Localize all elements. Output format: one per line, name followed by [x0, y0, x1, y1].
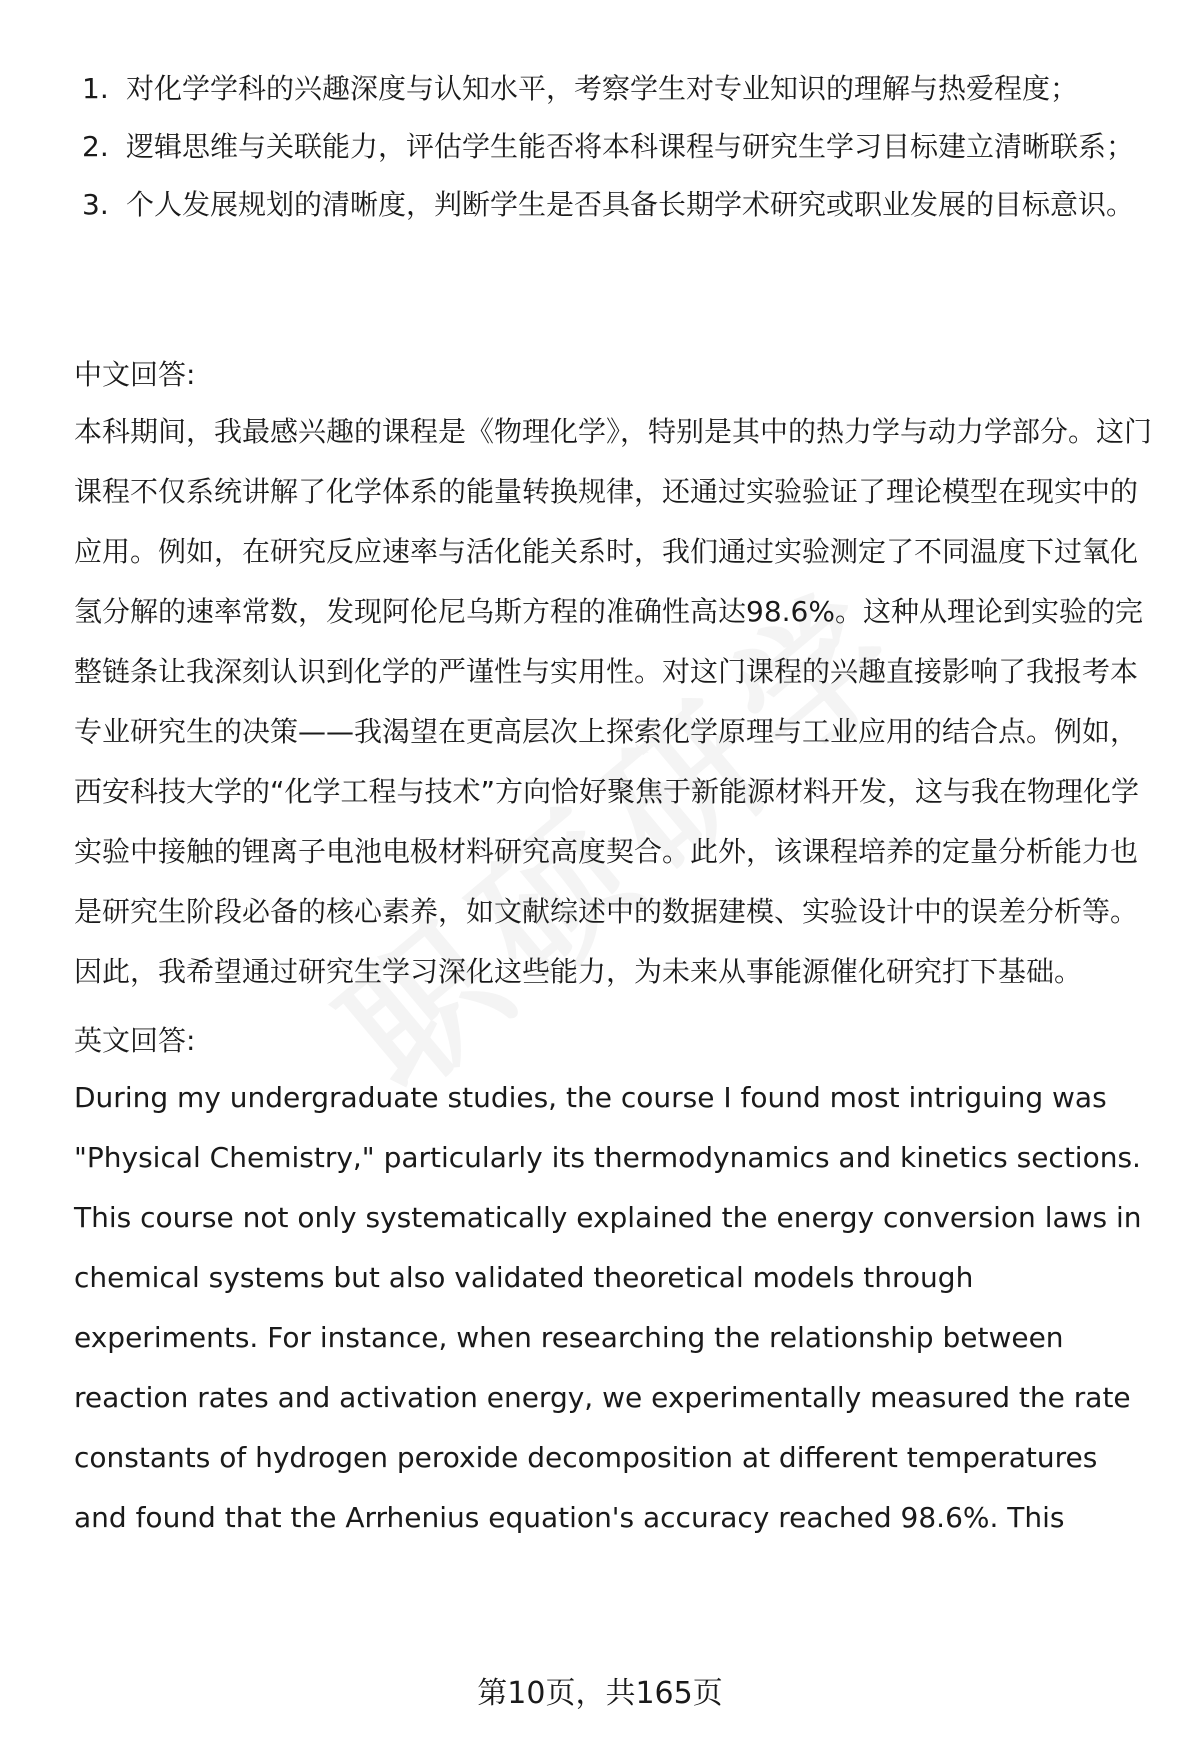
list-item	[74, 60, 1154, 118]
chinese-answer-text: 本科期间，我最感兴趣的课程是《物理化学》，特别是其中的热力学与动力学部分。这门课程不仅系统讲解了化学体系的能量转换规律，还通过实验验证了理论模型在现实中的应用。例如，在研究反应速率与活化能关系时，我们通过实验测定了不同温度下过氧化氢分解的速率常数，发现阿伦尼乌斯方程的准确性高达98.6%。这种从理论到实验的完整链条让我深刻认识到化学的严谨性与实用性。对这门课程的兴趣直接影响了我报考本专业研究生的决策——我渴望在更高层次上探索化学原理与工业应用的结合点。例如，西安科技大学的“化学工程与技术”方向恰好聚焦于新能源材料开发，这与我在物理化学实验中接触的锂离子电池电极材料研究高度契合。此外，该课程培养的定量分析能力也是研究生阶段必备的核心素养，如文献综述中的数据建模、实验设计中的误差分析等。因此，我希望通过研究生学习深化这些能力，为未来从事能源催化研究打下基础。	[74, 415, 1153, 988]
list-item	[74, 118, 1154, 176]
list-item-number: 1.	[82, 72, 109, 105]
list-item-number: 2.	[82, 130, 109, 163]
chinese-answer-label: 中文回答:	[74, 358, 196, 391]
english-answer-label: 英文回答:	[74, 1024, 196, 1057]
criteria-list	[74, 60, 1154, 234]
english-answer-text: During my undergraduate studies, the course I found most intriguing was "Physical Chemistry," particularly its thermodynamics and kinetics sections. This course not only systematically explained the energy conversion laws in chemical systems but also validated theoretical models through experiments. For instance, when researching the relationship between reaction rates and activation energy, we experimentally measured the rate constants of hydrogen peroxide decomposition at different temperatures and found that the Arrhenius equation's accuracy reached 98.6%. This	[74, 1081, 1142, 1534]
list-item-text: 逻辑思维与关联能力，评估学生能否将本科课程与研究生学习目标建立清晰联系；	[126, 130, 1135, 163]
page-number: 第10页，共165页	[477, 1676, 723, 1711]
list-item-text: 个人发展规划的清晰度，判断学生是否具备长期学术研究或职业发展的目标意识。	[126, 188, 1135, 221]
list-item-number: 3.	[82, 188, 109, 221]
list-item	[74, 176, 1154, 234]
list-item-text: 对化学学科的兴趣深度与认知水平，考察学生对专业知识的理解与热爱程度；	[126, 72, 1079, 105]
